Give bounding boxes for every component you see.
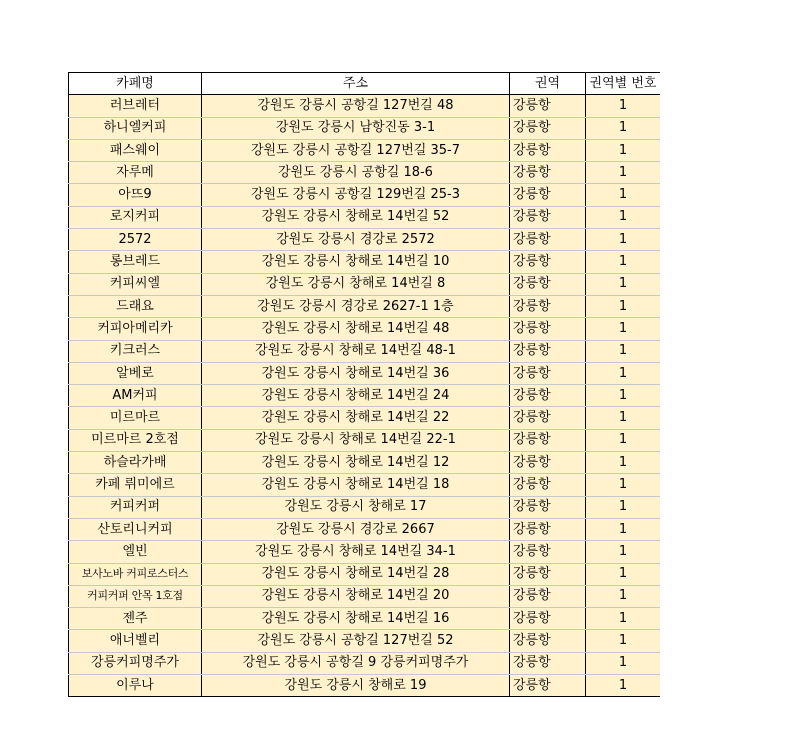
table-row [69,630,661,652]
region-number-cell[interactable]: 1 [586,452,661,474]
region-cell[interactable]: 강릉항 [510,139,586,161]
region-cell[interactable]: 강릉항 [510,206,586,228]
cafe-name-cell[interactable]: 카페 뤼미에르 [69,474,202,496]
region-number-cell[interactable]: 1 [586,541,661,563]
table-row [69,652,661,674]
cafe-name-cell[interactable]: 하슬라가배 [69,452,202,474]
region-number-cell[interactable]: 1 [586,362,661,384]
region-number-cell[interactable]: 1 [586,563,661,585]
cafe-name-cell[interactable]: 드래요 [69,295,202,317]
region-cell[interactable]: 강릉항 [510,429,586,451]
table-row [69,474,661,496]
region-cell[interactable]: 강릉항 [510,251,586,273]
address-cell[interactable]: 강원도 강릉시 창해로 14번길 20 [202,585,510,607]
region-number-cell[interactable]: 1 [586,429,661,451]
region-number-cell[interactable]: 1 [586,518,661,540]
region-cell[interactable]: 강릉항 [510,452,586,474]
region-cell[interactable]: 강릉항 [510,675,586,697]
region-cell[interactable]: 강릉항 [510,362,586,384]
region-number-cell[interactable]: 1 [586,340,661,362]
address-cell[interactable]: 강원도 강릉시 창해로 14번길 16 [202,608,510,630]
table-row [69,407,661,429]
address-cell[interactable]: 강원도 강릉시 창해로 14번길 24 [202,385,510,407]
table-row [69,206,661,228]
cafe-name-cell[interactable]: 커피커퍼 안목 1호점 [69,585,202,607]
header-region[interactable]: 권역 [510,73,586,95]
address-cell[interactable]: 강원도 강릉시 공항길 129번길 25-3 [202,184,510,206]
cafe-name-cell[interactable]: 로지커피 [69,206,202,228]
address-cell[interactable]: 강원도 강릉시 창해로 19 [202,675,510,697]
table-row [69,340,661,362]
region-number-cell[interactable]: 1 [586,630,661,652]
table-row [69,95,661,117]
region-number-cell[interactable]: 1 [586,385,661,407]
cafe-name-cell[interactable]: 이루나 [69,675,202,697]
address-cell[interactable]: 강원도 강릉시 공항길 127번길 48 [202,95,510,117]
table-row [69,139,661,161]
table-row [69,518,661,540]
table-row [69,541,661,563]
address-cell[interactable]: 강원도 강릉시 창해로 17 [202,496,510,518]
region-number-cell[interactable]: 1 [586,407,661,429]
region-cell[interactable]: 강릉항 [510,318,586,340]
table-row [69,385,661,407]
region-cell[interactable]: 강릉항 [510,496,586,518]
address-cell[interactable]: 강원도 강릉시 공항길 9 강릉커피명주가 [202,652,510,674]
header-row [69,73,661,95]
table-row [69,608,661,630]
region-cell[interactable]: 강릉항 [510,563,586,585]
region-number-cell[interactable]: 1 [586,474,661,496]
region-number-cell[interactable]: 1 [586,675,661,697]
region-number-cell[interactable]: 1 [586,251,661,273]
address-cell[interactable]: 강원도 강릉시 창해로 14번길 52 [202,206,510,228]
table-row [69,318,661,340]
cafe-name-cell[interactable]: 하니엘커피 [69,117,202,139]
region-cell[interactable]: 강릉항 [510,474,586,496]
table-row [69,273,661,295]
cafe-name-cell[interactable]: 보사노바 커피로스터스 [69,563,202,585]
region-number-cell[interactable]: 1 [586,117,661,139]
table-row [69,251,661,273]
address-cell[interactable]: 강원도 강릉시 창해로 14번길 18 [202,474,510,496]
region-cell[interactable]: 강릉항 [510,229,586,251]
region-number-cell[interactable]: 1 [586,295,661,317]
table-row [69,162,661,184]
region-number-cell[interactable]: 1 [586,184,661,206]
cafe-name-cell[interactable]: 미르마르 [69,407,202,429]
address-cell[interactable]: 강원도 강릉시 창해로 14번길 12 [202,452,510,474]
address-cell[interactable]: 강원도 강릉시 창해로 14번길 22-1 [202,429,510,451]
cafe-name-cell[interactable]: 강릉커피명주가 [69,652,202,674]
address-cell[interactable]: 강원도 강릉시 공항길 127번길 52 [202,630,510,652]
region-cell[interactable]: 강릉항 [510,385,586,407]
region-cell[interactable]: 강릉항 [510,608,586,630]
address-cell[interactable]: 강원도 강릉시 창해로 14번길 34-1 [202,541,510,563]
region-cell[interactable]: 강릉항 [510,273,586,295]
region-number-cell[interactable]: 1 [586,496,661,518]
region-cell[interactable]: 강릉항 [510,652,586,674]
region-cell[interactable]: 강릉항 [510,95,586,117]
cafe-name-cell[interactable]: 패스웨이 [69,139,202,161]
cafe-name-cell[interactable]: 엘빈 [69,541,202,563]
address-cell[interactable]: 강원도 강릉시 창해로 14번길 10 [202,251,510,273]
region-cell[interactable]: 강릉항 [510,541,586,563]
address-cell[interactable]: 강원도 강릉시 창해로 14번길 28 [202,563,510,585]
table-row [69,295,661,317]
table-row [69,452,661,474]
table-row [69,585,661,607]
cafe-table [68,72,660,697]
table-body [69,95,661,697]
region-number-cell[interactable]: 1 [586,608,661,630]
region-number-cell[interactable]: 1 [586,652,661,674]
cafe-name-cell[interactable]: 젠주 [69,608,202,630]
region-cell[interactable]: 강릉항 [510,585,586,607]
address-cell[interactable]: 강원도 강릉시 공항길 18-6 [202,162,510,184]
table-row [69,496,661,518]
address-cell[interactable]: 강원도 강릉시 경강로 2667 [202,518,510,540]
region-number-cell[interactable]: 1 [586,585,661,607]
address-cell[interactable]: 강원도 강릉시 창해로 14번길 8 [202,273,510,295]
cafe-name-cell[interactable]: AM커피 [69,385,202,407]
cafe-name-cell[interactable]: 러브레터 [69,95,202,117]
region-cell[interactable]: 강릉항 [510,340,586,362]
cafe-name-cell[interactable]: 미르마르 2호점 [69,429,202,451]
address-cell[interactable]: 강원도 강릉시 남항진동 3-1 [202,117,510,139]
cafe-name-cell[interactable]: 커피씨엘 [69,273,202,295]
region-number-cell[interactable]: 1 [586,95,661,117]
region-cell[interactable]: 강릉항 [510,630,586,652]
cafe-name-cell[interactable]: 키크러스 [69,340,202,362]
header-address[interactable]: 주소 [202,73,510,95]
address-cell[interactable]: 강원도 강릉시 공항길 127번길 35-7 [202,139,510,161]
region-number-cell[interactable]: 1 [586,318,661,340]
table-row [69,563,661,585]
header-cafe-name[interactable]: 카페명 [69,73,202,95]
cafe-name-cell[interactable]: 애너벨리 [69,630,202,652]
table-row [69,117,661,139]
address-cell[interactable]: 강원도 강릉시 창해로 14번길 36 [202,362,510,384]
region-number-cell[interactable]: 1 [586,206,661,228]
cafe-name-cell[interactable]: 자루메 [69,162,202,184]
region-cell[interactable]: 강릉항 [510,518,586,540]
region-cell[interactable]: 강릉항 [510,184,586,206]
region-number-cell[interactable]: 1 [586,229,661,251]
cafe-name-cell[interactable]: 커피커퍼 [69,496,202,518]
table-row [69,362,661,384]
address-cell[interactable]: 강원도 강릉시 창해로 14번길 22 [202,407,510,429]
region-number-cell[interactable]: 1 [586,139,661,161]
cafe-name-cell[interactable]: 롱브레드 [69,251,202,273]
table-row [69,229,661,251]
table-row [69,184,661,206]
region-cell[interactable]: 강릉항 [510,407,586,429]
cafe-name-cell[interactable]: 산토리니커피 [69,518,202,540]
region-cell[interactable]: 강릉항 [510,162,586,184]
address-cell[interactable]: 강원도 강릉시 경강로 2572 [202,229,510,251]
cafe-name-cell[interactable]: 2572 [69,229,202,251]
region-number-cell[interactable]: 1 [586,273,661,295]
cafe-name-cell[interactable]: 커피아메리카 [69,318,202,340]
region-cell[interactable]: 강릉항 [510,295,586,317]
address-cell[interactable]: 강원도 강릉시 창해로 14번길 48 [202,318,510,340]
table-row [69,429,661,451]
cafe-name-cell[interactable]: 아뜨9 [69,184,202,206]
region-cell[interactable]: 강릉항 [510,117,586,139]
address-cell[interactable]: 강원도 강릉시 창해로 14번길 48-1 [202,340,510,362]
header-region-number[interactable]: 권역별 번호 [586,73,661,95]
table-row [69,675,661,697]
address-cell[interactable]: 강원도 강릉시 경강로 2627-1 1층 [202,295,510,317]
region-number-cell[interactable]: 1 [586,162,661,184]
cafe-name-cell[interactable]: 알베로 [69,362,202,384]
